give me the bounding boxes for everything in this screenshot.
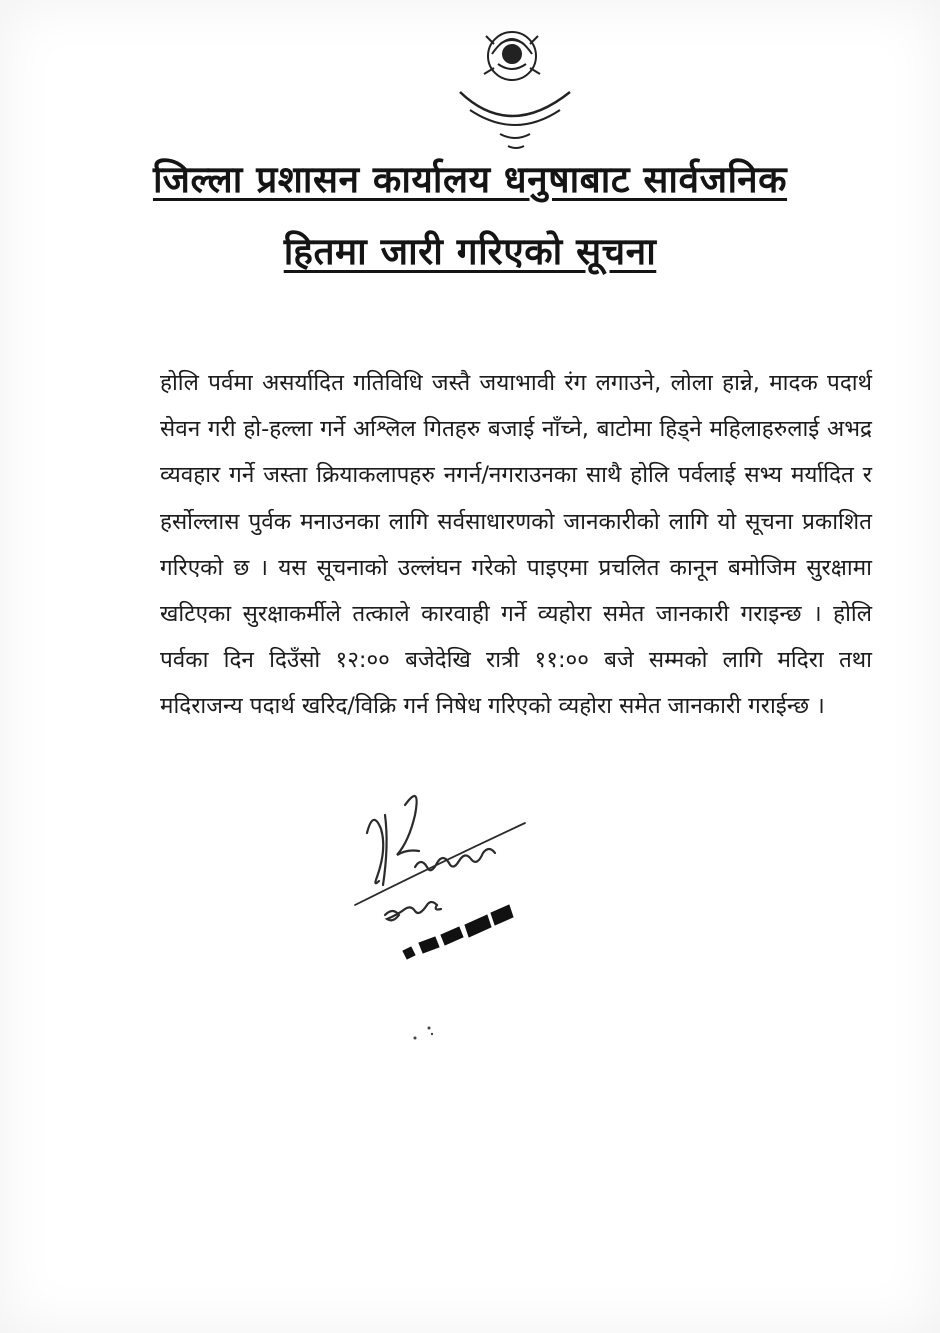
ink-specks <box>405 1018 445 1048</box>
government-seal-icon <box>440 14 590 164</box>
notice-title-line-1: जिल्ला प्रशासन कार्यालय धनुषाबाट सार्वजनिक <box>152 158 788 201</box>
handwritten-signature-icon <box>345 775 545 975</box>
notice-body: होलि पर्वमा असर्यादित गतिविधि जस्तै जयाभावी रंग लगाउने, लोला हान्ने, मादक पदार्थ सेवन गरी हो-हल्ला गर्ने अश्लिल गितहरु बजाई नाँच्ने, बाटोमा हिड्ने महिलाहरुलाई अभद्र व्यवहार गर्ने जस्ता क्रियाकलापहरु नगर्न/नगराउनका साथै होलि पर्वलाई सभ्य मर्यादित र हर्सोल्लास पुर्वक मनाउनका लागि सर्वसाधारणको जानकारीको लागि यो सूचना प्रकाशित गरिएको छ । यस सूचनाको उल्लंघन गरेको पाइएमा प्रचलित कानून बमोजिम सुरक्षामा खटिएका सुरक्षाकर्मीले तत्काले कारवाही गर्ने व्यहोरा समेत जानकारी गराइन्छ । होलि पर्वका दिन दिउँसो १२:०० बजेदेखि रात्री ११:०० बजे सम्मको लागि मदिरा तथा मदिराजन्य पदार्थ खरिद/विक्रि गर्न निषेध गरिएको व्यहोरा समेत जानकारी गराईन्छ । <box>160 370 872 720</box>
notice-title-line-2: हितमा जारी गरिएको सूचना <box>283 230 657 273</box>
